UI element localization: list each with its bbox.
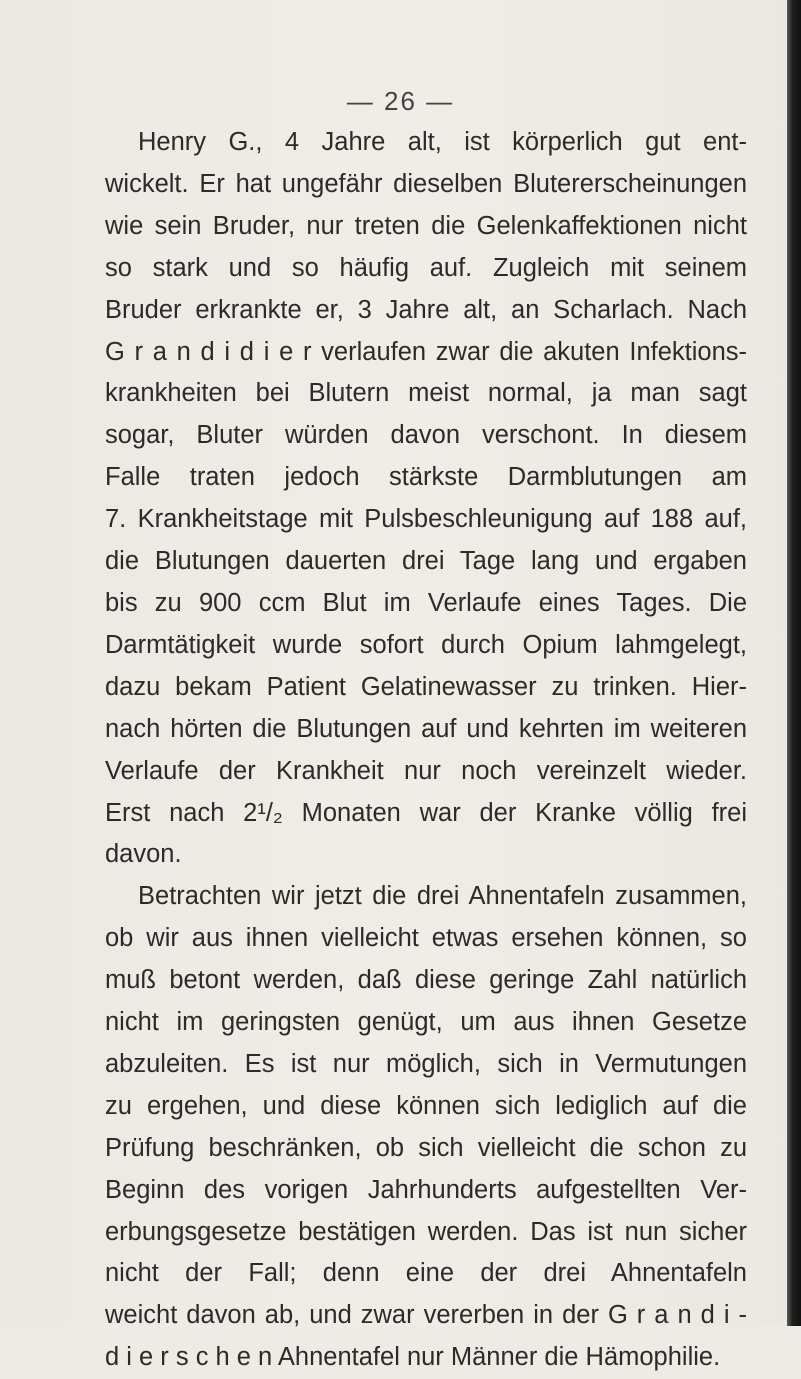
text-line: wickelt. Er hat ungefähr dieselben Blutererscheinungen: [105, 169, 747, 198]
text-line: Verlaufe der Krankheit nur noch vereinzelt wieder.: [105, 756, 747, 785]
text-line: Falle traten jedoch stärkste Darmblutungen am: [105, 463, 747, 492]
text-line: ob wir aus ihnen vielleicht etwas ersehen können, so: [105, 924, 747, 953]
text-line: d i e r s c h e n Ahnentafel nur Männer die Hämophilie.: [105, 1343, 721, 1372]
paragraph-2: [105, 876, 747, 1379]
text-line: nicht der Fall; denn eine der drei Ahnentafeln: [105, 1259, 747, 1288]
text-line: Beginn des vorigen Jahrhunderts aufgestellten Ver-: [105, 1175, 747, 1204]
text-line: erbungsgesetze bestätigen werden. Das ist nun sicher: [105, 1217, 747, 1246]
text-line: sogar, Bluter würden davon verschont. In diesem: [105, 421, 747, 450]
text-line: krankheiten bei Blutern meist normal, ja man sagt: [105, 379, 747, 408]
text-line: Bruder erkrankte er, 3 Jahre alt, an Scharlach. Nach: [105, 295, 747, 324]
body-text: [105, 122, 747, 1379]
text-line: Erst nach 2¹/₂ Monaten war der Kranke völlig frei: [105, 798, 747, 827]
text-line: muß betont werden, daß diese geringe Zahl natürlich: [105, 966, 747, 995]
text-line: die Blutungen dauerten drei Tage lang und ergaben: [105, 547, 747, 576]
text-line: 7. Krankheitstage mit Pulsbeschleunigung auf 188 auf,: [105, 505, 747, 534]
text-line: nach hörten die Blutungen auf und kehrten im weiteren: [105, 714, 747, 743]
text-line: wie sein Bruder, nur treten die Gelenkaffektionen nicht: [105, 211, 747, 240]
text-line: dazu bekam Patient Gelatinewasser zu trinken. Hier-: [105, 672, 747, 701]
text-line: Henry G., 4 Jahre alt, ist körperlich gut ent-: [138, 128, 747, 156]
scan-edge-shadow: [787, 0, 801, 1326]
text-line: nicht im geringsten genügt, um aus ihnen Gesetze: [105, 1008, 747, 1037]
text-line: abzuleiten. Es ist nur möglich, sich in Vermutungen: [105, 1049, 747, 1078]
paragraph-1: [105, 122, 747, 876]
text-line: Betrachten wir jetzt die drei Ahnentafeln zusammen,: [138, 882, 747, 911]
text-line: Prüfung beschränken, ob sich vielleicht die schon zu: [105, 1133, 747, 1162]
text-line: weicht davon ab, und zwar vererben in der G r a n d i -: [105, 1301, 747, 1330]
text-line: so stark und so häufig auf. Zugleich mit seinem: [105, 253, 747, 282]
text-line: davon.: [105, 840, 182, 869]
page-number: — 26 —: [346, 86, 455, 116]
text-line: zu ergehen, und diese können sich lediglich auf die: [105, 1091, 747, 1120]
text-line: Darmtätigkeit wurde sofort durch Opium lahmgelegt,: [105, 630, 747, 659]
text-line: G r a n d i d i e r verlaufen zwar die akuten Infektions-: [105, 337, 747, 366]
text-line: bis zu 900 ccm Blut im Verlaufe eines Tages. Die: [105, 588, 747, 617]
